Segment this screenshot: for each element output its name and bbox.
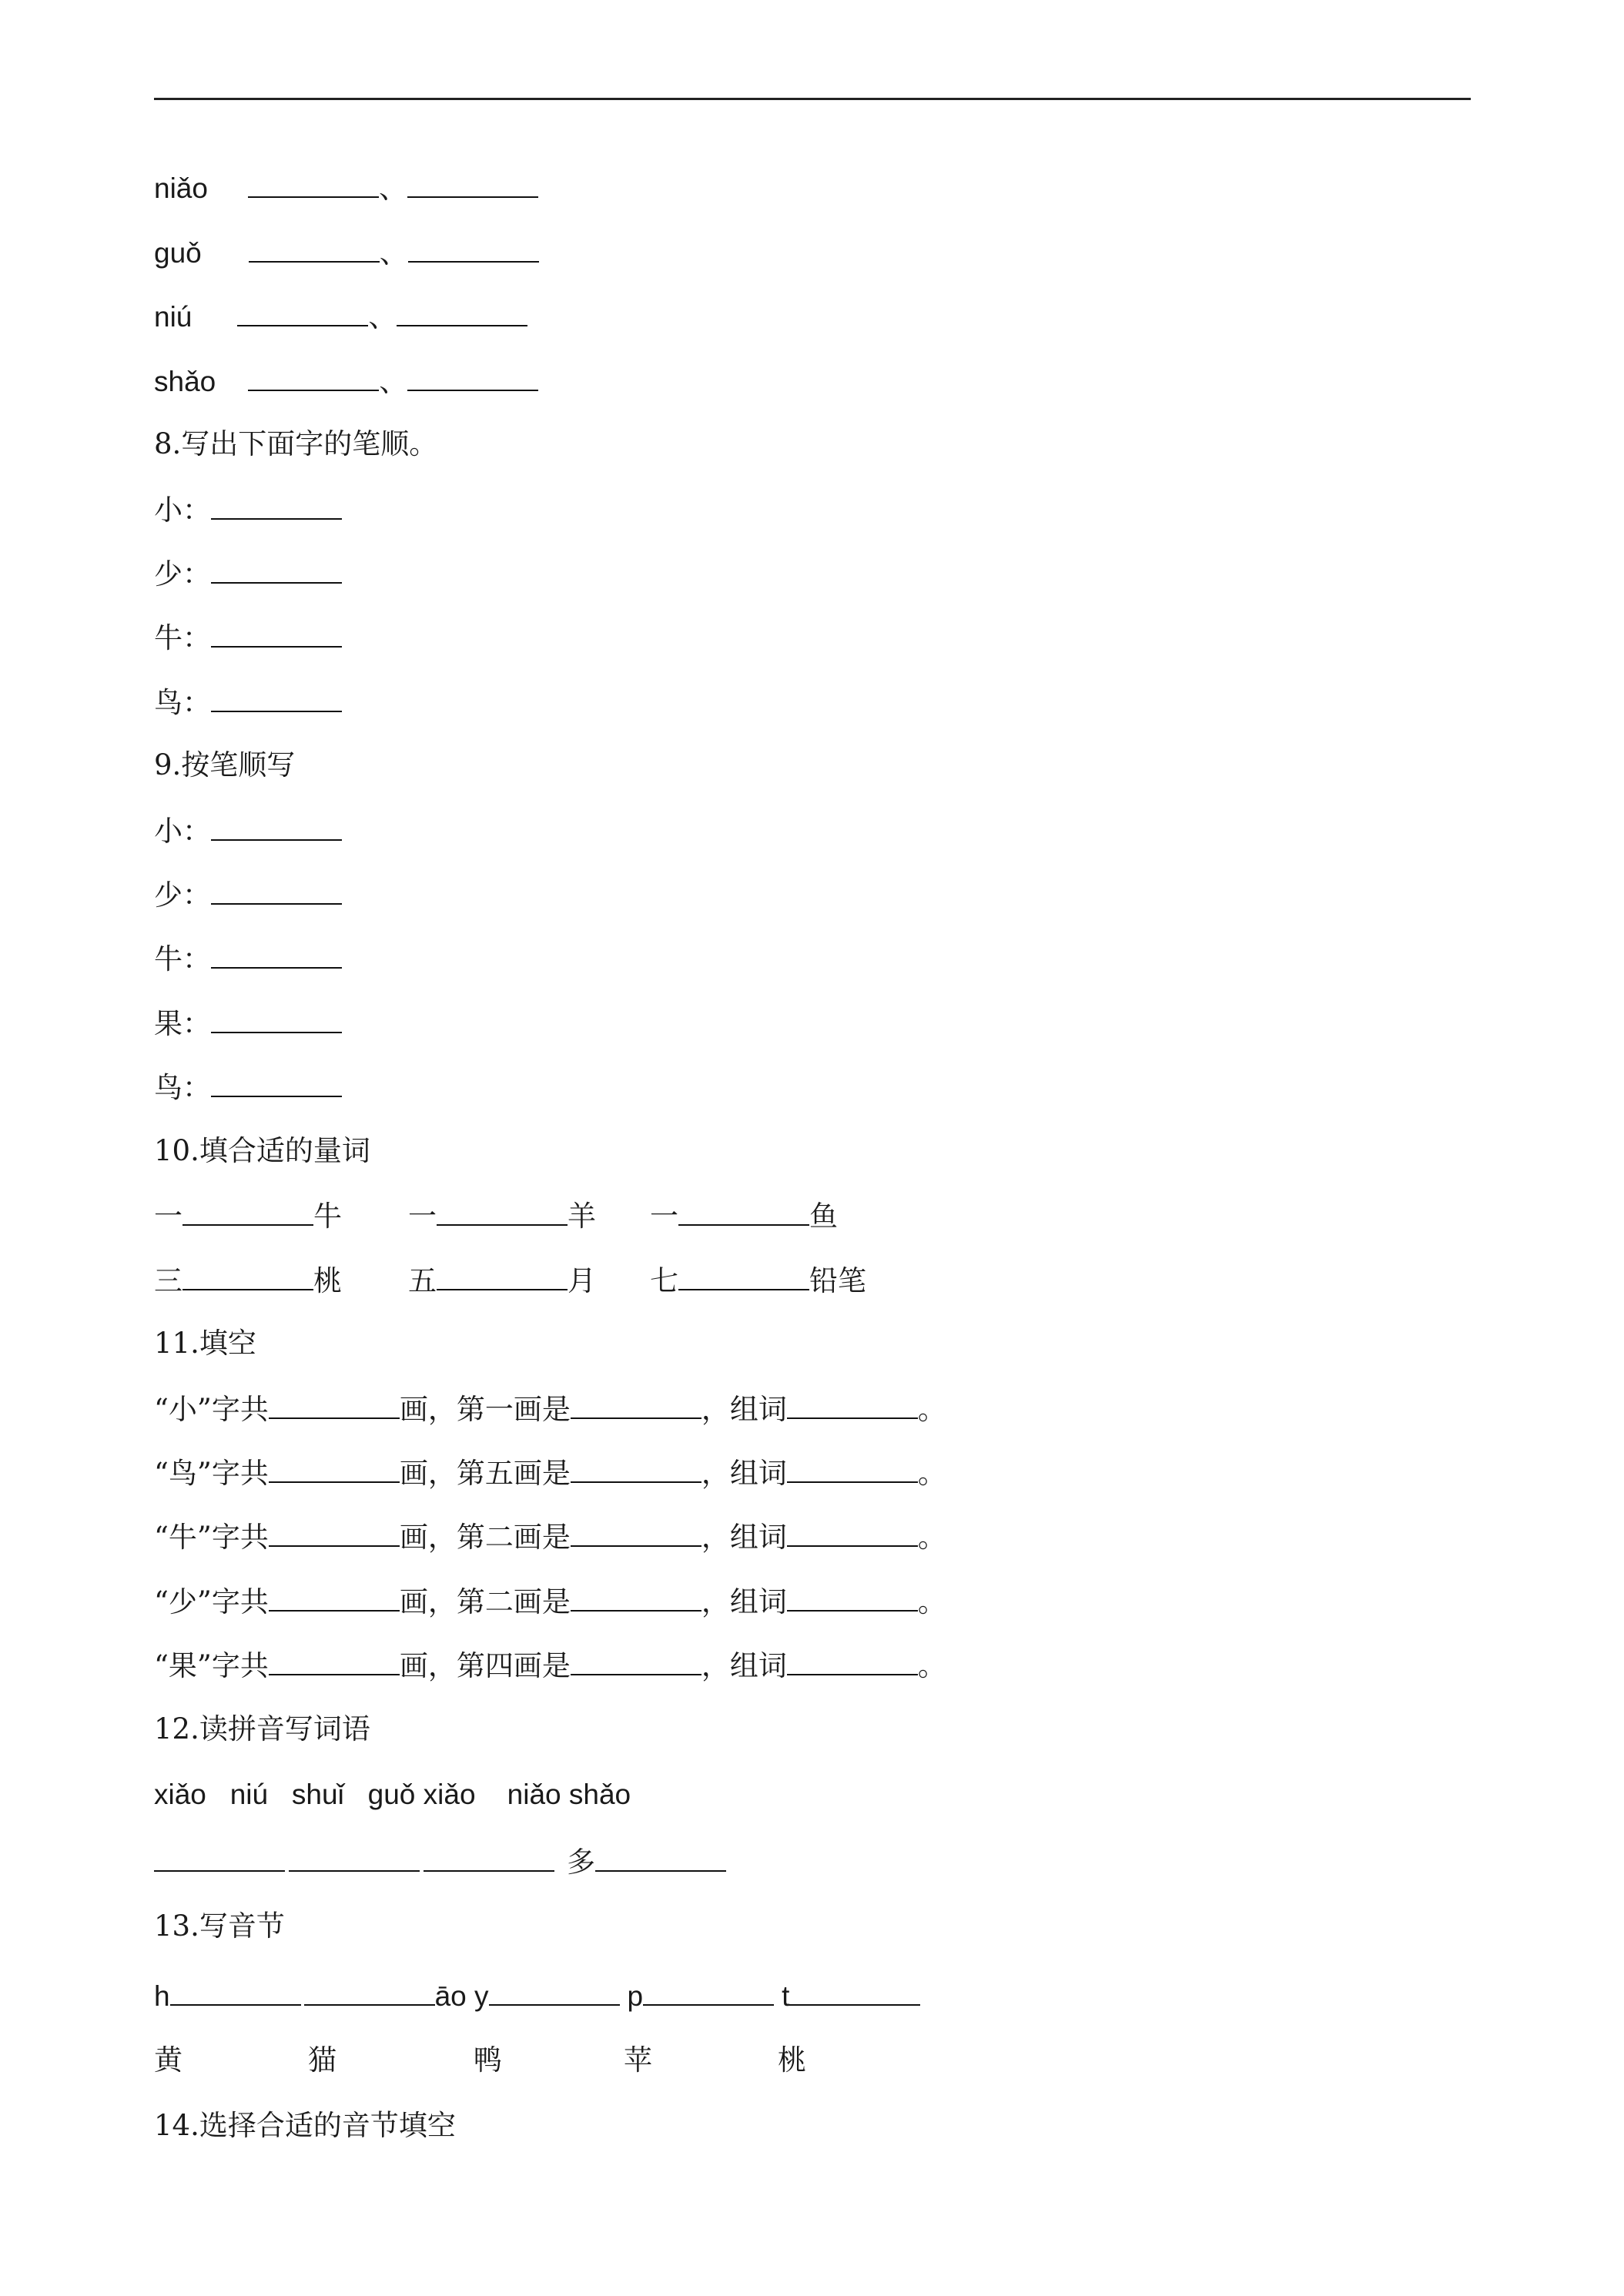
separator: 、: [378, 172, 407, 205]
answer-blank[interactable]: [678, 1190, 809, 1226]
answer-blank[interactable]: [571, 1384, 702, 1419]
char-label: 鸭: [474, 2043, 502, 2077]
answer-blank[interactable]: [789, 1970, 920, 2006]
char-label: 猫: [308, 2043, 337, 2077]
header-rule: [154, 98, 1471, 100]
fill-blank-item: “牛”字共 画，第二画是 ，组词 。: [154, 1511, 946, 1561]
answer-blank[interactable]: [595, 1836, 726, 1872]
measure-word-row: 一 牛 一 羊 一 鱼: [154, 1190, 838, 1240]
answer-blank[interactable]: [269, 1384, 400, 1419]
word-answer-row: [154, 1836, 726, 1886]
answer-blank[interactable]: [269, 1576, 400, 1612]
answer-blank[interactable]: [571, 1448, 702, 1483]
answer-blank[interactable]: [408, 227, 539, 263]
fill-blank-item: “少”字共 画，第二画是 ，组词 。: [154, 1576, 946, 1625]
answer-blank[interactable]: [571, 1640, 702, 1675]
answer-blank[interactable]: [249, 227, 380, 263]
answer-blank[interactable]: [304, 1970, 435, 2006]
answer-blank[interactable]: [678, 1255, 809, 1290]
stroke-write-item: 小：: [154, 805, 342, 855]
answer-blank[interactable]: [397, 291, 527, 326]
syllable-row: h āo y p t: [154, 1970, 920, 2020]
answer-blank[interactable]: [787, 1511, 918, 1547]
answer-blank[interactable]: [269, 1511, 400, 1547]
stroke-order-item: 小：: [154, 484, 342, 534]
answer-blank[interactable]: [643, 1970, 774, 2006]
answer-blank[interactable]: [407, 162, 538, 198]
answer-blank[interactable]: [424, 1836, 554, 1872]
question-title: 11.填空: [154, 1327, 256, 1360]
answer-blank[interactable]: [211, 484, 342, 520]
stroke-order-item: 牛：: [154, 612, 342, 661]
separator: 、: [379, 365, 408, 398]
pinyin-row: [154, 227, 539, 276]
fill-blank-item: “鸟”字共 画，第五画是 ，组词 。: [154, 1448, 946, 1497]
pinyin-label: niǎo: [154, 172, 208, 204]
answer-blank[interactable]: [571, 1576, 702, 1612]
answer-blank[interactable]: [211, 1062, 342, 1097]
pinyin-label: guǒ: [154, 237, 202, 269]
answer-blank[interactable]: [211, 805, 342, 841]
answer-blank[interactable]: [211, 869, 342, 905]
answer-blank[interactable]: [211, 998, 342, 1033]
stroke-write-item: 牛：: [154, 933, 342, 982]
answer-blank[interactable]: [269, 1448, 400, 1483]
answer-blank[interactable]: [211, 677, 342, 712]
question-title: 14.选择合适的音节填空: [154, 2109, 456, 2142]
measure-word-row: 三 桃 五 月 七 铅笔: [154, 1255, 866, 1304]
stroke-write-item: 鸟：: [154, 1062, 342, 1111]
answer-blank[interactable]: [437, 1190, 568, 1226]
question-title: 10.填合适的量词: [154, 1134, 370, 1167]
answer-blank[interactable]: [154, 1836, 285, 1872]
answer-blank[interactable]: [787, 1384, 918, 1419]
pinyin-row: [154, 291, 527, 340]
stroke-write-item: 少：: [154, 869, 342, 919]
answer-blank[interactable]: [407, 356, 538, 391]
question-title: 8.写出下面字的笔顺。: [154, 427, 438, 460]
stroke-write-item: 果：: [154, 998, 342, 1047]
answer-blank[interactable]: [571, 1511, 702, 1547]
answer-blank[interactable]: [437, 1255, 568, 1290]
answer-blank[interactable]: [787, 1448, 918, 1483]
fill-blank-item: “小”字共 画，第一画是 ，组词 。: [154, 1384, 946, 1433]
answer-blank[interactable]: [211, 933, 342, 969]
pinyin-prompt: xiǎo niú shuǐ guǒ xiǎo niǎo shǎo: [154, 1779, 631, 1810]
separator: 、: [368, 300, 397, 333]
answer-blank[interactable]: [211, 548, 342, 584]
answer-blank[interactable]: [248, 356, 379, 391]
answer-blank[interactable]: [787, 1576, 918, 1612]
stroke-order-item: 少：: [154, 548, 342, 597]
char-label: 苹: [624, 2043, 652, 2077]
answer-blank[interactable]: [787, 1640, 918, 1675]
pinyin-row: [154, 356, 538, 405]
question-title: 9.按笔顺写: [154, 748, 296, 782]
answer-blank[interactable]: [269, 1640, 400, 1675]
pinyin-row: [154, 162, 538, 212]
fill-blank-item: “果”字共 画，第四画是 ，组词 。: [154, 1640, 946, 1689]
answer-blank[interactable]: [237, 291, 368, 326]
answer-blank[interactable]: [489, 1970, 620, 2006]
answer-blank[interactable]: [182, 1255, 313, 1290]
answer-blank[interactable]: [211, 612, 342, 648]
char-label: 黄: [154, 2043, 182, 2077]
syllable-chars-row: [154, 2036, 806, 2085]
given-char: 多: [567, 1846, 595, 1879]
char-label: 桃: [778, 2043, 806, 2077]
answer-blank[interactable]: [289, 1836, 420, 1872]
answer-blank[interactable]: [182, 1190, 313, 1226]
question-title: 13.写音节: [154, 1909, 285, 1943]
separator: 、: [379, 236, 408, 269]
question-title: 12.读拼音写词语: [154, 1712, 370, 1745]
pinyin-label: niú: [154, 301, 193, 333]
pinyin-label: shǎo: [154, 366, 216, 397]
stroke-order-item: 鸟：: [154, 677, 342, 726]
answer-blank[interactable]: [248, 162, 379, 198]
answer-blank[interactable]: [170, 1970, 301, 2006]
